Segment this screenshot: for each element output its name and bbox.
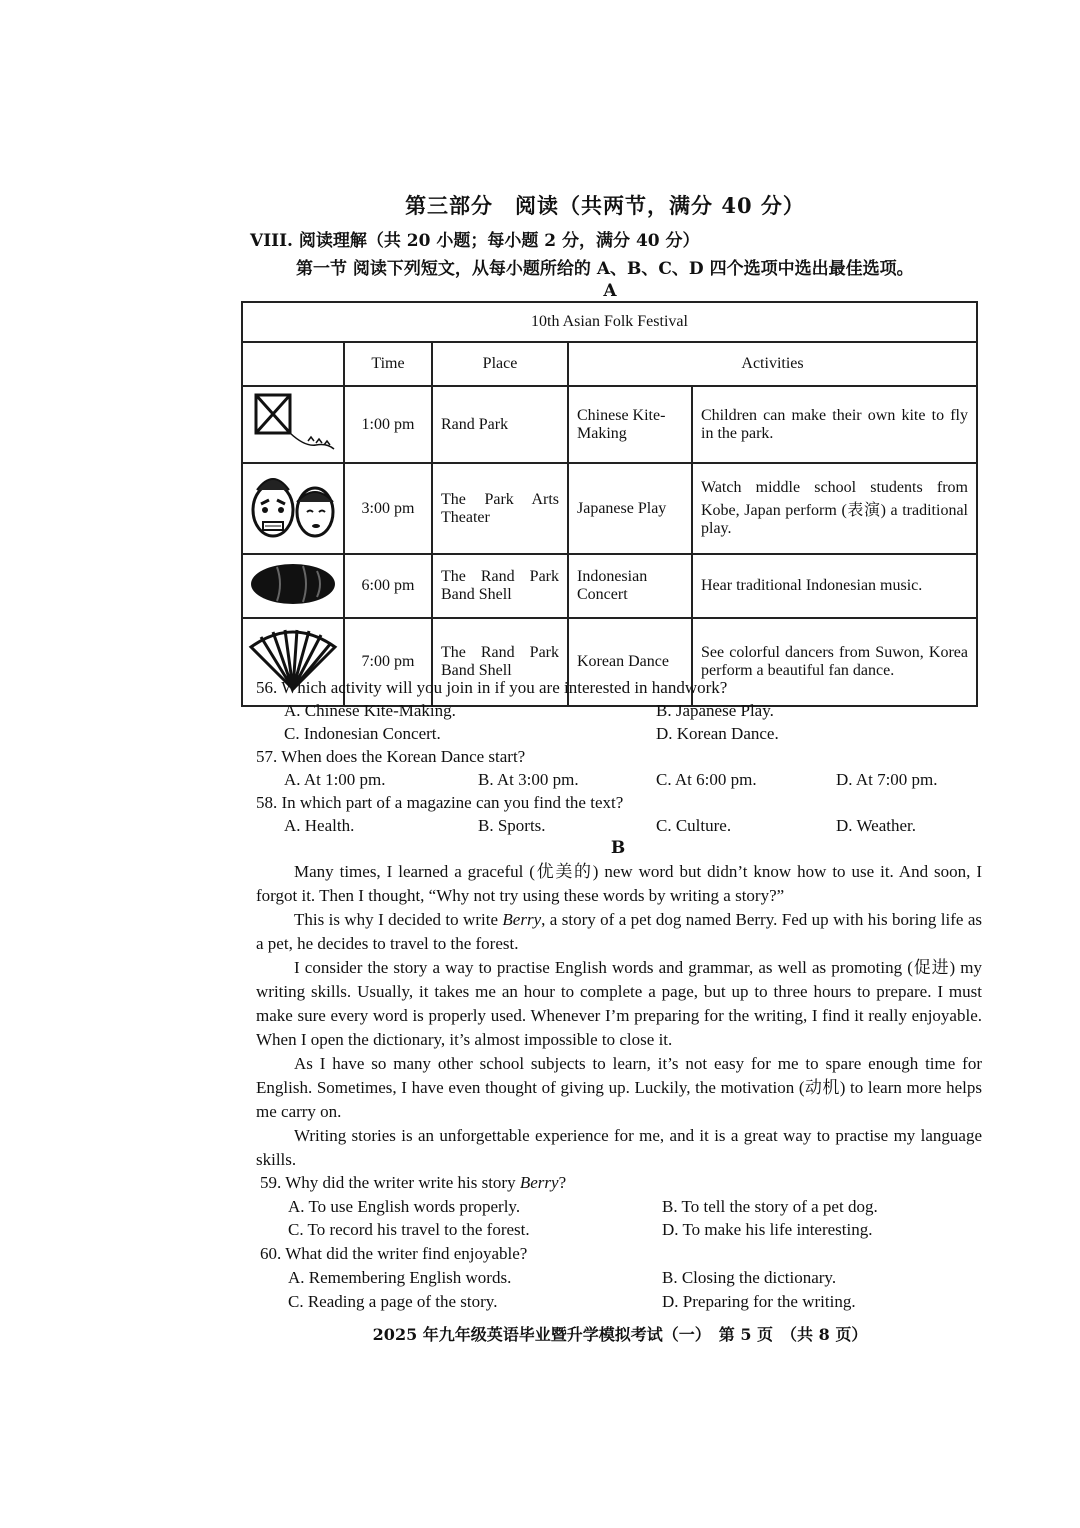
cell-activity: Indonesian Concert [568,554,692,618]
q60-option-b: B. Closing the dictionary. [662,1268,837,1287]
cell-place: The Rand Park Band Shell [432,618,568,706]
question-58: 58. In which part of a magazine can you find the text? [256,793,624,812]
paragraph: Many times, I learned a graceful (优美的) new word but didn’t know how to use it. And soon, I forgot it. Then I thought, “Why not try using these words by writing a story?” [256,862,982,905]
paragraph: This is why I decided to write Berry, a story of a pet dog named Berry. Fed up with his boring life as a pet, he decides to travel to the forest. [256,910,983,953]
header-activities: Activities [568,342,977,386]
cell-time: 7:00 pm [344,618,432,706]
page-footer: 2025 年九年级英语毕业暨升学模拟考试（一） 第 5 页 （共 8 页） [372,1325,868,1344]
cell-description: Children can make their own kite to fly in the park. [692,386,977,463]
q57-option-a: A. At 1:00 pm. [284,770,386,789]
table-row [242,463,977,554]
passage-a-letter: A [603,281,617,301]
passage-b-letter: B [610,838,626,858]
passage-b-text [256,860,982,1172]
q59-option-b: B. To tell the story of a pet dog. [662,1197,878,1216]
kite-icon [242,386,344,463]
paragraph: Writing stories is an unforgettable experience for me, and it is a great way to practise my language skills. [256,1126,982,1169]
table-row [242,554,977,618]
q57-option-b: B. At 3:00 pm. [478,770,579,789]
q57-option-c: C. At 6:00 pm. [656,770,757,789]
cell-activity: Korean Dance [568,618,692,706]
q59-option-d: D. To make his life interesting. [662,1220,873,1239]
sub-title: 第一节 阅读下列短文，从每小题所给的 A、B、C、D 四个选项中选出最佳选项。 [296,259,914,279]
q58-option-a: A. Health. [284,816,355,835]
cell-description: Watch middle school students from Kobe, Japan perform (表演) a traditional play. [692,463,977,554]
cell-time: 3:00 pm [344,463,432,554]
cell-place: Rand Park [432,386,568,463]
paragraph: As I have so many other school subjects to learn, it’s not easy for me to spare enough time for English. Sometimes, I have even thought of giving up. Luckily, the motivation (动机) to learn more helps me carry on. [256,1054,982,1121]
paragraph: I consider the story a way to practise English words and grammar, as well as promoting (促进) my writing skills. Usually, it takes me an hour to complete a page, but up to three hours to prepare. I must make sure every word is properly used. Whenever I’m preparing for the writing, I find it really enjoyable. When I open the dictionary, it’s almost impossible to close it. [256,958,982,1049]
table-caption: 10th Asian Folk Festival [242,302,977,342]
q60-option-a: A. Remembering English words. [288,1268,512,1287]
q56-option-a: A. Chinese Kite-Making. [284,701,456,720]
header-blank [242,342,344,386]
q58-option-b: B. Sports. [478,816,546,835]
question-60: 60. What did the writer find enjoyable? [260,1244,528,1263]
cell-time: 6:00 pm [344,554,432,618]
q58-option-c: C. Culture. [656,816,732,835]
question-57: 57. When does the Korean Dance start? [256,747,526,766]
q56-option-b: B. Japanese Play. [656,701,774,720]
question-56: 56. Which activity will you join in if you are interested in handwork? [256,678,728,697]
cell-place: The Rand Park Band Shell [432,554,568,618]
table-row [242,386,977,463]
cell-time: 1:00 pm [344,386,432,463]
drum-icon [242,554,344,618]
q59-option-c: C. To record his travel to the forest. [288,1220,530,1239]
festival-table [241,301,978,707]
q56-option-c: C. Indonesian Concert. [284,724,441,743]
q60-option-c: C. Reading a page of the story. [288,1292,498,1311]
q59-option-a: A. To use English words properly. [288,1197,521,1216]
section-title: VIII. 阅读理解（共 20 小题；每小题 2 分，满分 40 分） [250,231,700,251]
q57-option-d: D. At 7:00 pm. [836,770,938,789]
header-place: Place [432,342,568,386]
masks-icon [242,463,344,554]
cell-activity: Chinese Kite-Making [568,386,692,463]
q56-option-d: D. Korean Dance. [656,724,779,743]
header-time: Time [344,342,432,386]
cell-description: Hear traditional Indonesian music. [692,554,977,618]
q58-option-d: D. Weather. [836,816,916,835]
cell-place: The Park Arts Theater [432,463,568,554]
cell-activity: Japanese Play [568,463,692,554]
book-title: Berry [502,910,542,929]
part-title: 第三部分 阅读（共两节，满分 40 分） [405,193,805,218]
q60-option-d: D. Preparing for the writing. [662,1292,856,1311]
question-59: 59. Why did the writer write his story Berry? [260,1173,567,1192]
cell-description: See colorful dancers from Suwon, Korea perform a beautiful fan dance. [692,618,977,706]
